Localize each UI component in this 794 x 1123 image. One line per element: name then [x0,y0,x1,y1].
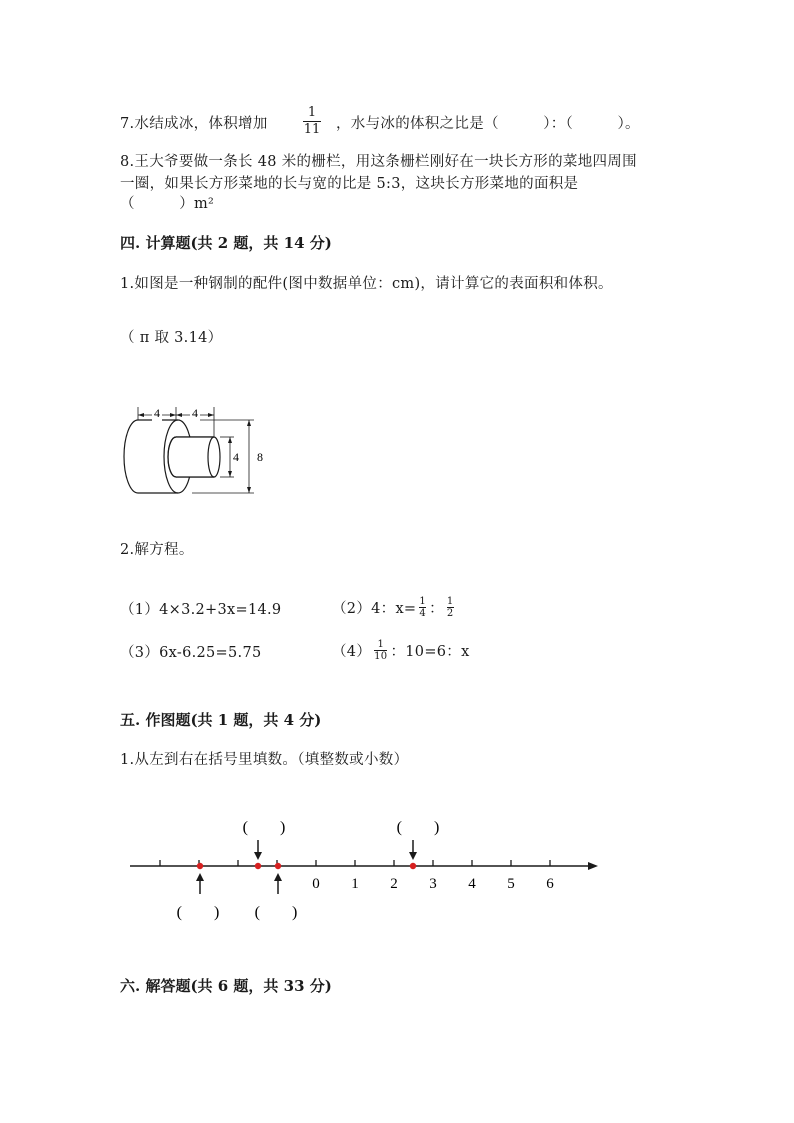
eq2-frac2-num: 1 [446,596,454,607]
dim-inner-diameter: 4 [233,450,239,464]
eq4-frac-num: 1 [377,639,385,650]
number-line-label: 6 [546,876,554,892]
q8-line3: （ ）m² [120,196,215,212]
point-a [197,863,203,869]
equation-3: （3）6x-6.25=5.75 [120,645,262,661]
eq2-prefix: （2）4：x= [332,601,417,617]
section6-heading: 六. 解答题(共 6 题，共 33 分) [120,977,332,995]
eq2-frac2 [447,596,454,619]
point-d [410,863,416,869]
section5-heading: 五. 作图题(共 1 题，共 4 分) [120,711,322,729]
eq4-suffix: ：10=6：x [390,644,470,660]
q7-suffix: ，水与冰的体积之比是（ ）：（ ）。 [336,116,640,132]
bracket-c: ( ) [254,904,298,921]
eq2-frac2-den: 2 [446,608,454,619]
equation-4 [332,639,470,662]
eq2-frac1-num: 1 [419,596,427,607]
eq4-frac-den: 10 [374,651,388,662]
steel-part-figure [118,395,278,500]
bracket-a: ( ) [176,904,220,921]
equation-1: （1）4×3.2+3x=14.9 [120,602,282,618]
axis-arrow-icon [588,862,598,870]
number-line-label: 5 [507,876,515,892]
q7-frac-den: 11 [303,122,321,137]
section4-heading: 四. 计算题(共 2 题，共 14 分) [120,234,332,252]
equation-2 [332,596,457,619]
eq2-colon: ： [429,601,444,617]
number-line-label: 3 [429,876,437,892]
q8-line2: 一圈，如果长方形菜地的长与宽的比是 5:3，这块长方形菜地的面积是 [120,176,579,192]
section4-q1-text: 1.如图是一种钢制的配件(图中数据单位：cm)，请计算它的表面积和体积。 [120,276,613,292]
section4-q2-text: 2.解方程。 [120,542,194,558]
eq4-frac [374,639,387,662]
q7-prefix: 7.水结成冰，体积增加 [120,116,268,132]
section4-q1-note: （ π 取 3.14） [120,330,223,346]
dim-top-left: 4 [154,406,160,420]
number-line-label: 1 [351,876,359,892]
q8-line1: 8.王大爷要做一条长 48 米的栅栏，用这条栅栏刚好在一块长方形的菜地四周围 [120,154,637,170]
number-line-label: 4 [468,876,476,892]
bracket-b: ( ) [242,819,286,836]
eq4-prefix: （4） [332,644,372,660]
section5-q1-text: 1.从左到右在括号里填数。（填整数或小数） [120,752,409,768]
q7-frac-num: 1 [307,105,317,120]
number-line-label: 2 [390,876,398,892]
q7-fraction [303,106,321,137]
eq2-frac1-den: 4 [419,608,427,619]
eq2-frac1 [419,596,426,619]
number-line-label: 0 [312,876,320,892]
dim-outer-diameter: 8 [257,450,263,464]
point-b [255,863,261,869]
bracket-d: ( ) [396,819,440,836]
number-line-figure [120,810,610,930]
dim-top-right: 4 [192,406,198,420]
point-c [275,863,281,869]
